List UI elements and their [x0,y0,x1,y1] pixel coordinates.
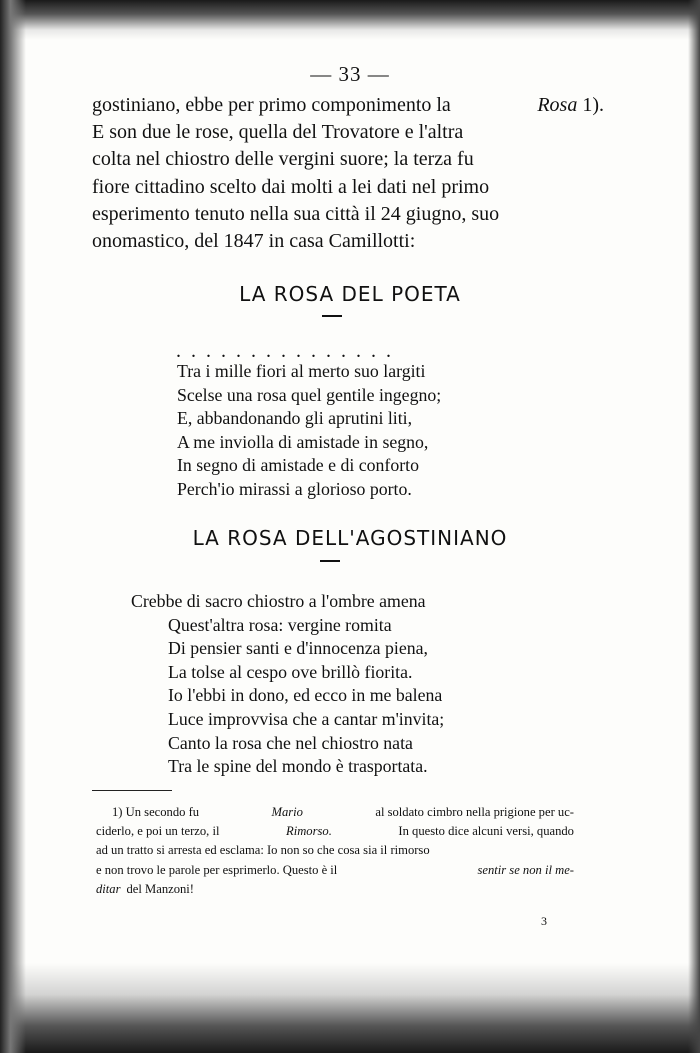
verse-line: E, abbandonando gli aprutini liti, [177,408,413,429]
prose-line-text: colta nel chiostro delle vergini suore; la terza fu [92,148,474,171]
prose-line-end [537,92,604,119]
footnote-text: ad un tratto si arresta ed esclama: Io non so che cosa sia il rimorso [96,843,430,858]
ellipsis-line: ............... [176,340,401,362]
footnote-text: e non trovo le parole per esprimerlo. Questo è il [96,862,338,877]
poem-heading-agostiniano: LA ROSA DELL'AGOSTINIANO [192,526,508,550]
verse-line: Scelse una rosa quel gentile ingegno; [177,384,442,405]
footnote-italic: ditar [96,881,121,896]
prose-line-text: onomastico, del 1847 in casa Camillotti: [92,229,416,252]
stanza-agostiniano-first [131,590,426,614]
page-number: — 33 — [310,62,390,86]
footnote-italic: sentir se non il me- [477,862,574,877]
prose-line [92,174,604,201]
prose-line-text: fiore cittadino scelto dai molti a lei dati nel primo [92,175,490,198]
verse-line: La tolse al cespo ove brillò fiorita. [168,661,413,682]
heading-rule [320,560,340,562]
scan-edge-bottom [0,963,700,1053]
verse-line: Quest'altra rosa: vergine romita [168,614,392,635]
verse-line: Crebbe di sacro chiostro a l'ombre amena [131,591,426,611]
footnote-rule [92,790,172,791]
verse-line: Perch'io mirassi a glorioso porto. [177,478,412,499]
footnote [96,803,574,899]
prose-line-text: esperimento tenuto nella sua città il 24 giugno, suo [92,202,500,225]
footnote-italic: Rimorso. [286,824,332,839]
verse-line: Di pensier santi e d'innocenza piena, [168,638,428,659]
stanza-poeta [177,360,441,502]
signature-mark: 3 [541,914,547,928]
prose-line [92,119,604,146]
verse-line: Io l'ebbi in dono, ed ecco in me balena [168,685,443,706]
footnote-text: In questo dice alcuni versi, quando [398,824,574,839]
footnote-line [96,861,574,880]
prose-paragraph [92,92,604,255]
scan-edge-top [0,0,700,40]
prose-line [92,92,604,119]
footnote-text: del Manzoni! [126,881,194,896]
footnote-ref: 1). [582,94,604,116]
italic-title: Rosa [537,94,578,116]
verse-line: In segno di amistade e di conforto [177,455,419,476]
footnote-line [96,841,574,860]
prose-line [92,228,604,255]
prose-line [92,201,604,228]
footnote-text: al soldato cimbro nella prigione per uc- [375,805,574,819]
footnote-text: 1) Un secondo fu [112,805,200,819]
stanza-agostiniano [168,614,444,779]
verse-line: A me inviolla di amistade in segno, [177,431,429,452]
footnote-text: ciderlo, e poi un terzo, il [96,824,220,839]
prose-line [92,146,604,173]
verse-line: Tra i mille fiori al merto suo largiti [177,361,426,381]
heading-rule [322,315,342,317]
verse-line: Tra le spine del mondo è trasportata. [168,756,428,777]
footnote-line [96,803,574,822]
verse-line: Luce improvvisa che a cantar m'invita; [168,708,445,729]
verse-line: Canto la rosa che nel chiostro nata [168,732,413,753]
footnote-italic: Mario [271,805,303,819]
prose-line-text: gostiniano, ebbe per primo componimento la [92,94,451,116]
prose-line-text: E son due le rose, quella del Trovatore e l'altra [92,121,464,144]
footnote-line [96,822,574,841]
poem-heading-poeta: LA ROSA DEL POETA [239,282,461,306]
footnote-line [96,880,574,899]
